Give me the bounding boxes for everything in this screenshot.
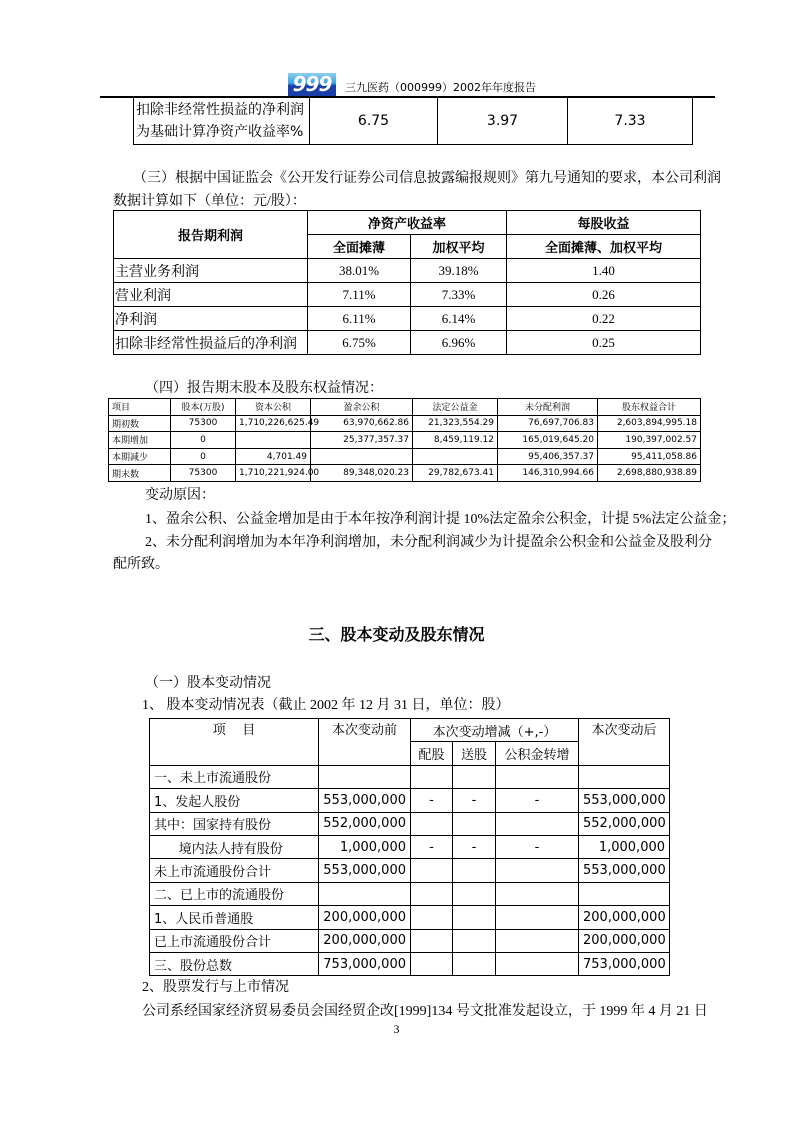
value-cell: 75300	[171, 415, 236, 432]
row-label: 1、发起人股份	[150, 789, 319, 812]
column-header: 盈余公积	[311, 399, 413, 416]
value-cell: 6.14%	[411, 307, 507, 331]
subsection-1: （一）股本变动情况	[145, 676, 271, 691]
header-roe: 净资产收益率	[308, 211, 507, 235]
row-label: 境内法人持有股份	[150, 835, 319, 858]
table-row	[109, 415, 701, 432]
value-cell: 0	[171, 448, 236, 465]
value-cell: 6.75	[310, 98, 438, 145]
value-cell: 0.22	[507, 307, 701, 331]
value-cell	[411, 929, 453, 952]
value-cell: 552,000,000	[319, 812, 411, 835]
value-cell: 39.18%	[411, 259, 507, 283]
column-header: 股本(万股)	[171, 399, 236, 416]
value-cell: 553,000,000	[319, 789, 411, 812]
value-cell: 553,000,000	[579, 789, 670, 812]
value-cell: 1,710,221,924.00	[236, 465, 311, 482]
value-cell: -	[496, 835, 579, 858]
share-change-table	[149, 718, 670, 976]
value-cell	[411, 859, 453, 882]
row-label: 净利润	[114, 307, 308, 331]
equity-table	[108, 398, 701, 482]
value-cell: 1.40	[507, 259, 701, 283]
value-cell	[411, 812, 453, 835]
value-cell	[453, 952, 496, 975]
value-cell: 1,710,226,625.49	[236, 415, 311, 432]
value-cell: -	[453, 835, 496, 858]
column-header: 法定公益金	[413, 399, 498, 416]
value-cell: 753,000,000	[319, 952, 411, 975]
value-cell: 8,459,119.12	[413, 432, 498, 449]
header-eps: 每股收益	[507, 211, 701, 235]
row-label: 未上市流通股份合计	[150, 859, 319, 882]
value-cell: 95,411,058.86	[598, 448, 701, 465]
value-cell	[453, 812, 496, 835]
value-cell	[496, 765, 579, 788]
value-cell: 76,697,706.83	[498, 415, 598, 432]
row-label: 其中：国家持有股份	[150, 812, 319, 835]
table-row	[150, 789, 670, 812]
value-cell: 753,000,000	[579, 952, 670, 975]
value-cell: 200,000,000	[579, 906, 670, 929]
page-number: 3	[393, 1022, 400, 1036]
row-label: 已上市流通股份合计	[150, 929, 319, 952]
row-label: 期末数	[109, 465, 171, 482]
table-row	[109, 432, 701, 449]
value-cell: 21,323,554.29	[413, 415, 498, 432]
value-cell	[453, 906, 496, 929]
value-cell: 553,000,000	[319, 859, 411, 882]
value-cell: 4,701.49	[236, 448, 311, 465]
value-cell: 7.11%	[308, 283, 411, 307]
value-cell	[411, 906, 453, 929]
header-before: 本次变动前	[319, 719, 411, 766]
value-cell	[453, 765, 496, 788]
value-cell	[236, 432, 311, 449]
value-cell	[311, 448, 413, 465]
table-row	[150, 859, 670, 882]
value-cell: 165,019,645.20	[498, 432, 598, 449]
header-weighted: 加权平均	[411, 235, 507, 259]
value-cell: -	[411, 789, 453, 812]
value-cell: 89,348,020.23	[311, 465, 413, 482]
column-header: 未分配利润	[498, 399, 598, 416]
value-cell: 0.26	[507, 283, 701, 307]
row-label: 1、人民币普通股	[150, 906, 319, 929]
value-cell	[453, 882, 496, 905]
value-cell	[579, 882, 670, 905]
header-rights-issue: 配股	[411, 742, 453, 765]
row-label: 本期减少	[109, 448, 171, 465]
reason-2: 2、未分配利润增加为本年净利润增加，未分配利润减少为计提盈余公积金和公益金及股利分	[145, 535, 712, 550]
table-row	[109, 465, 701, 482]
body-text: 公司系经国家经济贸易委员会国经贸企改[1999]134 号文批准发起设立，于 1999 年 4 月 21 日	[142, 1004, 708, 1019]
row-label: 本期增加	[109, 432, 171, 449]
value-cell	[579, 765, 670, 788]
value-cell	[453, 929, 496, 952]
header-change: 本次变动增减（+,-）	[411, 719, 579, 742]
reason-2-cont: 配所致。	[113, 557, 169, 572]
table-row	[109, 448, 701, 465]
paragraph-3-line1: （三）根据中国证监会《公开发行证券公司信息披露编报规则》第九号通知的要求，本公司利润	[133, 171, 721, 186]
value-cell: 146,310,994.66	[498, 465, 598, 482]
row-label: 扣除非经常性损益后的净利润	[114, 331, 308, 355]
table-row	[150, 765, 670, 788]
value-cell: 1,000,000	[319, 835, 411, 858]
reasons-title: 变动原因：	[145, 488, 215, 503]
value-cell	[496, 929, 579, 952]
row-label: 二、已上市的流通股份	[150, 882, 319, 905]
header-item: 项 目	[150, 719, 319, 766]
company-logo: 999	[288, 73, 336, 96]
row-label: 三、股份总数	[150, 952, 319, 975]
value-cell: 553,000,000	[579, 859, 670, 882]
value-cell: 0	[171, 432, 236, 449]
row-label: 期初数	[109, 415, 171, 432]
subsection-1-1: 1、 股本变动情况表（截止 2002 年 12 月 31 日，单位：股）	[142, 698, 510, 713]
value-cell	[496, 882, 579, 905]
value-cell: 63,970,662.86	[311, 415, 413, 432]
value-cell: 7.33%	[411, 283, 507, 307]
table-row	[114, 283, 701, 307]
row-label: 营业利润	[114, 283, 308, 307]
column-header: 项目	[109, 399, 171, 416]
report-header-title: 三九医药（000999）2002年年度报告	[345, 81, 536, 94]
value-cell: 38.01%	[308, 259, 411, 283]
header-after: 本次变动后	[579, 719, 670, 766]
value-cell: 95,406,357.37	[498, 448, 598, 465]
value-cell: 200,000,000	[319, 906, 411, 929]
value-cell: 200,000,000	[319, 929, 411, 952]
value-cell	[496, 952, 579, 975]
table-row	[150, 929, 670, 952]
column-header: 资本公积	[236, 399, 311, 416]
table-row	[150, 906, 670, 929]
value-cell: 0.25	[507, 331, 701, 355]
header-bonus-shares: 送股	[453, 742, 496, 765]
value-cell: -	[411, 835, 453, 858]
value-cell	[496, 906, 579, 929]
table-row	[150, 882, 670, 905]
value-cell: 6.75%	[308, 331, 411, 355]
row-label: 主营业务利润	[114, 259, 308, 283]
value-cell: 6.11%	[308, 307, 411, 331]
value-cell: 25,377,357.37	[311, 432, 413, 449]
value-cell	[319, 882, 411, 905]
roe-continuation-table	[133, 97, 693, 145]
value-cell: 29,782,673.41	[413, 465, 498, 482]
value-cell: 7.33	[568, 98, 693, 145]
profit-ratio-table	[113, 210, 701, 355]
table-row	[150, 952, 670, 975]
value-cell: -	[496, 789, 579, 812]
value-cell: -	[453, 789, 496, 812]
value-cell: 6.96%	[411, 331, 507, 355]
value-cell: 2,603,894,995.18	[598, 415, 701, 432]
row-label: 一、未上市流通股份	[150, 765, 319, 788]
table-row	[114, 331, 701, 355]
value-cell: 200,000,000	[579, 929, 670, 952]
header-reserve-transfer: 公积金转增	[496, 742, 579, 765]
row-label: 扣除非经常性损益的净利润为基础计算净资产收益率%	[134, 98, 310, 145]
value-cell: 2,698,880,938.89	[598, 465, 701, 482]
value-cell: 552,000,000	[579, 812, 670, 835]
value-cell	[496, 859, 579, 882]
value-cell: 75300	[171, 465, 236, 482]
value-cell: 3.97	[438, 98, 568, 145]
table-row	[114, 259, 701, 283]
value-cell	[411, 765, 453, 788]
header-profit: 报告期利润	[114, 211, 308, 259]
reason-1: 1、盈余公积、公益金增加是由于本年按净利润计提 10%法定盈余公积金，计提 5%法定公益金；	[145, 512, 736, 527]
value-cell	[496, 812, 579, 835]
value-cell	[411, 952, 453, 975]
paragraph-3-line2: 数据计算如下（单位：元/股）：	[113, 194, 306, 209]
table-row	[114, 307, 701, 331]
value-cell	[411, 882, 453, 905]
column-header: 股东权益合计	[598, 399, 701, 416]
value-cell	[453, 859, 496, 882]
value-cell: 190,397,002.57	[598, 432, 701, 449]
subsection-2: 2、股票发行与上市情况	[142, 980, 289, 995]
value-cell: 1,000,000	[579, 835, 670, 858]
header-eps-sub: 全面摊薄、加权平均	[507, 235, 701, 259]
table-row	[150, 812, 670, 835]
value-cell	[319, 765, 411, 788]
section-title: 三、股本变动及股东情况	[308, 625, 485, 644]
table-row	[150, 835, 670, 858]
header-diluted: 全面摊薄	[308, 235, 411, 259]
paragraph-4: （四）报告期末股本及股东权益情况：	[145, 381, 383, 396]
value-cell	[413, 448, 498, 465]
